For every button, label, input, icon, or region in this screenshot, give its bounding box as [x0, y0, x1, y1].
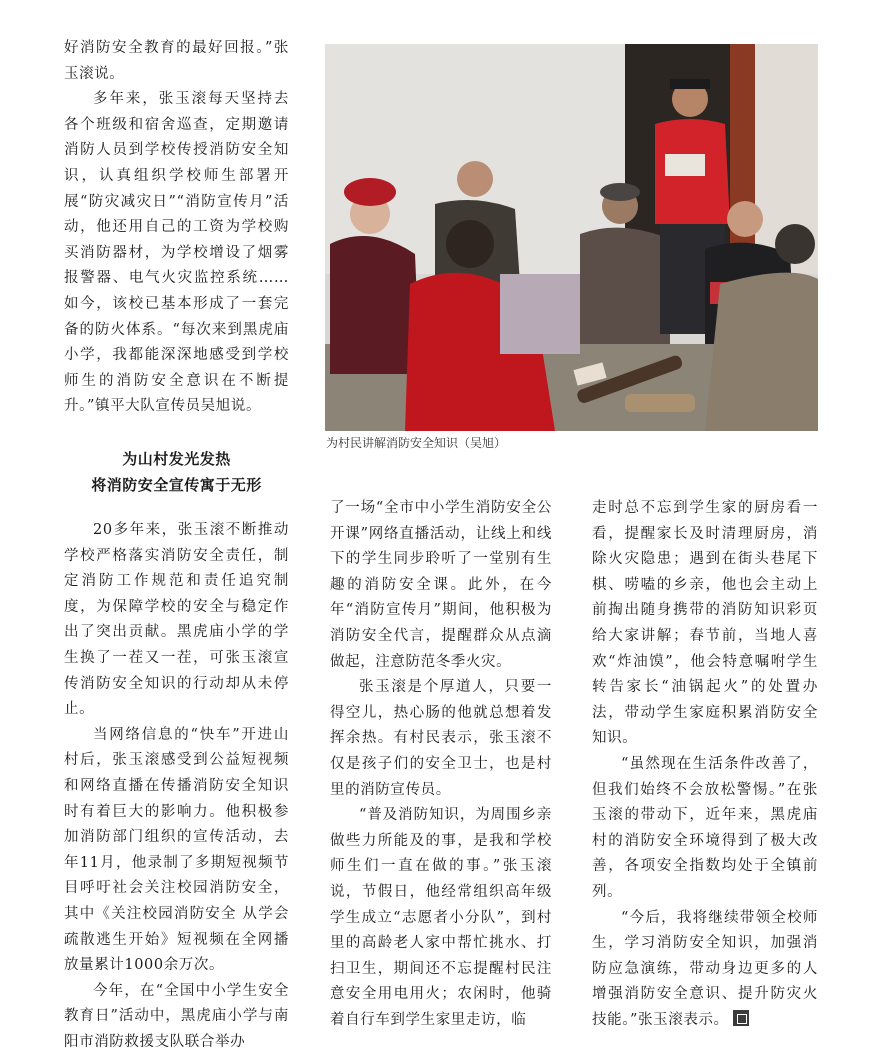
paragraph: 当网络信息的“快车”开进山村后，张玉滚感受到公益短视频和网络直播在传播消防安全知识时有着巨大的影响力。他积极参加消防部门组织的宣传活动，去年11月，他录制了多期短视频节目呼吁社会关注校园消防安全，其中《关注校园消防安全 从学会疏散逃生开始》短视频在全网播放量累计1000余万次。: [64, 726, 289, 974]
subheading-line-2: 将消防安全宣传寓于无形: [91, 476, 262, 494]
paragraph: 走时总不忘到学生家的厨房看一看，提醒家长及时清理厨房，消除火灾隐患；遇到在街头巷尾下棋、唠嗑的乡亲，他也会主动上前掏出随身携带的消防知识彩页给大家讲解；春节前，当地人喜欢“炸油馍”，他会特意嘱咐学生转告家长“油锅起火”的处置办法，带动学生家庭积累消防安全知识。: [592, 500, 818, 747]
photo-caption: 为村民讲解消防安全知识（吴旭）: [326, 436, 507, 450]
article-column-left-bottom: [64, 518, 289, 1055]
article-photo: [325, 44, 818, 431]
paragraph-last: [592, 906, 818, 1034]
villagers-fire-safety-photo: [325, 44, 818, 431]
paragraph: “虽然现在生活条件改善了，但我们始终不会放松警惕。”在张玉滚的带动下，近年来，黑虎庙村的消防安全环境得到了极大改善，各项安全指数均处于全镇前列。: [592, 755, 818, 900]
paragraph: 多年来，张玉滚每天坚持去各个班级和宿舍巡查，定期邀请消防人员到学校传授消防安全知识，认真组织学校师生部署开展“防灾减灾日”“消防宣传月”活动，他还用自己的工资为学校购买消防器材，为学校增设了烟雾报警器、电气火灾监控系统……如今，该校已基本形成了一套完备的防火体系。“每次来到黑虎庙小学，我都能深深地感受到学校师生的消防安全意识在不断提升。”镇平大队宣传员吴旭说。: [64, 91, 289, 415]
article-column-middle: [330, 496, 552, 1033]
section-subheading: [64, 446, 289, 498]
article-column-left-top: [64, 36, 289, 420]
paragraph: “普及消防知识，为周围乡亲做些力所能及的事，是我和学校师生们一直在做的事。”张玉滚说，节假日，他经常组织高年级学生成立“志愿者小分队”，到村里的高龄老人家中帮忙挑水、打扫卫生，期间还不忘提醒村民注意安全用电用火；农闲时，他骑着自行车到学生家里走访，临: [330, 807, 552, 1028]
paragraph-text: “今后，我将继续带领全校师生，学习消防安全知识，加强消防应急演练，带动身边更多的人增强消防安全意识、提升防灾火技能。”张玉滚表示。: [592, 909, 818, 1028]
article-column-right: [592, 496, 818, 1033]
subheading-line-1: 为山村发光发热: [122, 450, 231, 468]
paragraph: 好消防安全教育的最好回报。”张玉滚说。: [64, 40, 289, 82]
paragraph: 20多年来，张玉滚不断推动学校严格落实消防安全责任，制定消防工作规范和责任追究制度，为保障学校的安全与稳定作出了突出贡献。黑虎庙小学的学生换了一茬又一茬，可张玉滚宣传消防安全知识的行动却从未停止。: [64, 522, 289, 718]
paragraph: 张玉滚是个厚道人，只要一得空儿，热心肠的他就总想着发挥余热。有村民表示，张玉滚不仅是孩子们的安全卫士，也是村里的消防宣传员。: [330, 679, 552, 798]
paragraph: 今年，在“全国中小学生安全教育日”活动中，黑虎庙小学与南阳市消防救援支队联合举办: [64, 982, 289, 1050]
article-end-mark-icon: [733, 1010, 749, 1026]
paragraph: 了一场“全市中小学生消防安全公开课”网络直播活动，让线上和线下的学生同步聆听了一堂别有生趣的消防安全课。此外，在今年“消防宣传月”期间，他积极为消防安全代言，提醒群众从点滴做起，注意防范冬季火灾。: [330, 500, 552, 670]
